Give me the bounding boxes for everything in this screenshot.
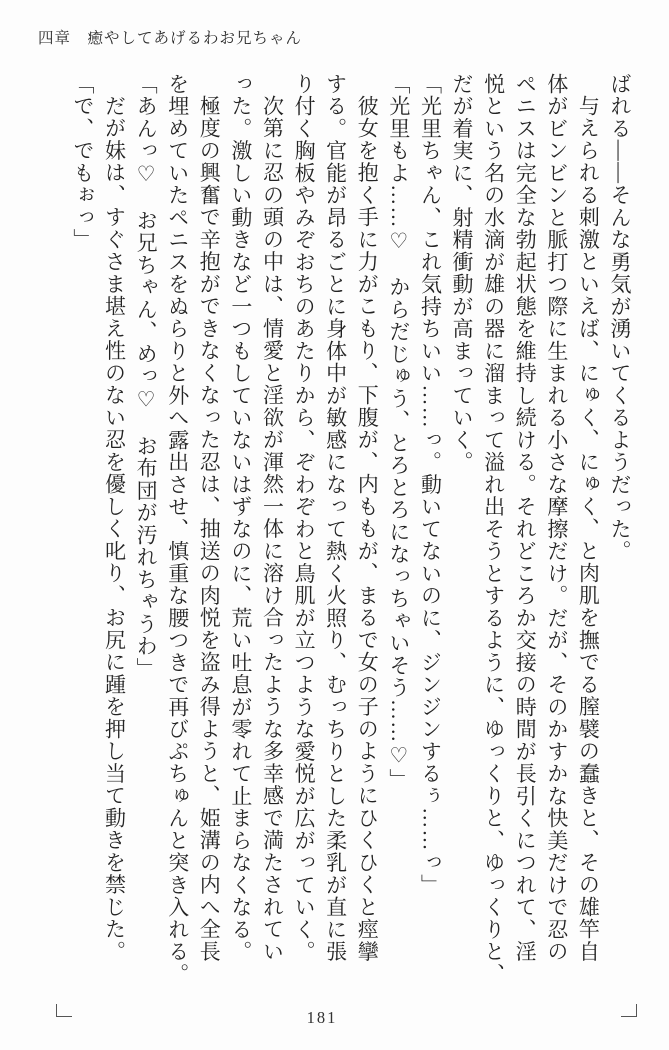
text-column: 「あんっ♡ お兄ちゃん、めっ♡ お布団が汚れちゃうわ」 (134, 73, 159, 680)
page-number: 181 (306, 1008, 338, 1027)
text-column: 「光里ちゃん、これ気持ちいい……っ。動いてないのに、ジンジンするぅ……っ」 (418, 73, 443, 897)
text-column: だが着実に、射精衝動が高まっていく。 (450, 73, 475, 474)
text-column: 「で、でもぉっ」 (70, 73, 95, 251)
text-column: 悦という名の水滴が雄の器に溜まって溢れ出そうとするように、ゆっくりと、ゆっくりと、 (481, 73, 506, 986)
text-column: ペニスは完全な勃起状態を維持し続ける。それどころか交接の時間が長引くにつれて、淫 (513, 73, 538, 963)
text-column: り付く胸板やみぞおちのあたりから、ぞわぞわと鳥肌が立つような愛悦が広がっていく。 (292, 73, 317, 963)
text-column: する。官能が昂るごとに身体中が敏感になって熱く火照り、むっちりとした柔乳が直に張 (323, 73, 348, 963)
text-column: 「光里もよ……♡ からだじゅう、とろとろになっちゃいそう……♡」 (386, 73, 411, 791)
text-column: 次第に忍の頭の中は、情愛と淫欲が渾然一体に溶け合ったような多幸感で満たされてい (260, 95, 285, 964)
text-column: 彼女を抱く手に力がこもり、下腹が、内ももが、まるで女の子のようにひくひくと痙攣 (355, 95, 380, 964)
text-column: 極度の興奮で辛抱ができなくなった忍は、抽送の肉悦を盗み得ようと、姫溝の内へ全長 (197, 95, 222, 964)
text-column: だが妹は、すぐさま堪え性のない忍を優しく叱り、お尻に踵を押し当て動きを禁じた。 (102, 95, 127, 964)
text-column: を埋めていたペニスをぬらりと外へ露出させ、慎重な腰つきで再びぷちゅんと突き入れる。 (165, 73, 190, 986)
text-column: ばれる——そんな勇気が湧いてくるようだった。 (608, 73, 632, 563)
text-column: 体がビンビンと脈打つ際に生まれる小さな摩擦だけ。だが、そのかすかな快美だけで忍の (544, 73, 569, 963)
text-body (66, 73, 635, 1023)
text-column: 与えられる刺激といえば、にゅく、にゅく、と肉肌を撫でる膣襞の蠢きと、その雄竿自 (576, 95, 601, 964)
text-column: った。激しい動きなど一つもしていないはずなのに、荒い吐息が零れて止まらなくなる。 (228, 73, 253, 963)
frame-corner-bottom-left (56, 1004, 72, 1017)
chapter-header: 四章 癒やしてあげるわお兄ちゃん (38, 30, 303, 47)
frame-corner-bottom-right (621, 1004, 637, 1017)
